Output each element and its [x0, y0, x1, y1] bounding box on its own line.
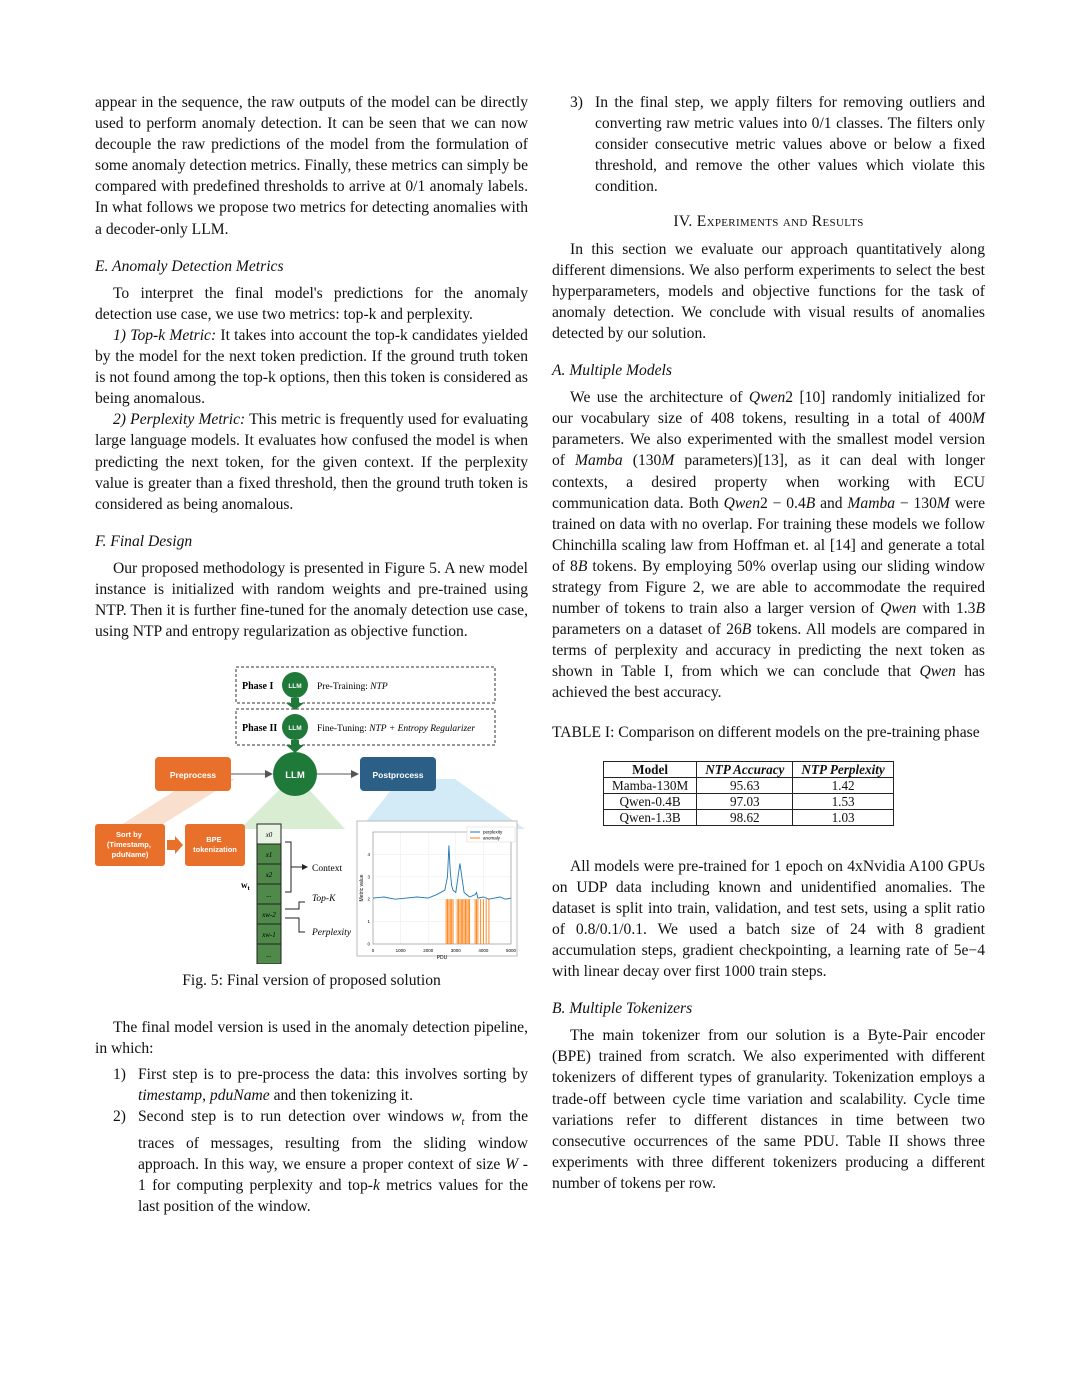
y-tick-label: 2 — [367, 896, 370, 902]
arrow-down-2 — [286, 745, 304, 753]
perplexity-label: Perplexity — [312, 928, 352, 939]
sort-to-bpe-arrow — [167, 836, 183, 854]
x-tick-label: 5000 — [505, 948, 517, 954]
pipeline-steps — [95, 1064, 528, 1218]
sort-by-line1: Sort by — [116, 830, 142, 840]
window-label: $w_t$ — [241, 880, 250, 893]
x-tick-label: 0 — [371, 948, 375, 954]
table-header-row — [604, 761, 894, 777]
pipeline-step-1: 1) First step is to pre-process the data: this involves sorting by timestamp, pduName and then tokenizing it. — [113, 1065, 528, 1104]
section-b-heading: B. Multiple Tokenizers — [552, 1000, 693, 1018]
table-header-model: Model — [604, 761, 697, 777]
token-label: ... — [266, 951, 272, 960]
llm-label: LLM — [285, 770, 305, 782]
token-label: x1 — [265, 851, 273, 860]
section-f-heading: F. Final Design — [95, 532, 193, 550]
section-a-paragraph-1: We use the architecture of Qwen2 [10] randomly initialized for our vocabulary size of 408 tokens, resulting in a total of 400M parameters. We also experimented with the smallest model version of Mamba (130M parameters)[13], as it can deal with longer contexts, a desired property when working with ECU communication data. Both Qwen2 − 0.4B and Mamba − 130M were trained on data with no overlap. For training these models we follow Chinchilla scaling law from Hoffman et. al [14] and generate a total of 8B tokens. By employing 50% overlap using our sliding window strategy from Figure 2, we are able to accommodate the required number of tokens to train also a larger version of Qwen with 1.3B parameters on a dataset of 26B tokens. All models are compared in terms of perplexity and accuracy in predicting the next token as shown in Table I, from which we can conclude that Qwen has achieved the best accuracy. — [552, 389, 985, 702]
section-iv-paragraph: In this section we evaluate our approach quantitatively along different dimensions. We also perform experiments to select the best hyperparameters, models and objective functions for the task of anomaly detection. We conclude with visual results of anomalies detected by our solution. — [552, 240, 985, 342]
pipeline-intro: The final model version is used in the anomaly detection pipeline, in which: — [95, 1019, 528, 1058]
bpe-line2: tokenization — [193, 845, 237, 855]
x-tick-label: 1000 — [395, 948, 406, 954]
pipeline-step-3: 3) In the final step, we apply filters for removing outliers and converting raw metric values into 0/1 classes. The filters only consider consecutive metric values above or below a fixed threshold, and remove the other values which violate this condition. — [570, 94, 985, 196]
y-axis-label: Metric value — [359, 874, 365, 902]
legend-anomaly-label: anomaly — [483, 835, 501, 841]
right-column — [552, 92, 985, 1194]
y-tick-label: 4 — [367, 852, 370, 858]
topk-label: Top-K — [312, 894, 336, 905]
table-header-accuracy: NTP Accuracy — [697, 761, 793, 777]
phase1-text-main: Pre-Training: — [317, 682, 371, 693]
topk-metric-paragraph — [95, 325, 528, 409]
section-b-paragraph: The main tokenizer from our solution is a Byte-Pair encoder (BPE) trained from scratch. We also experimented with different tokenizers of different types of granularity. Tokenization employs a trade-off between cycle time variation and scalability. Cycle time variations refer to different distances in time between two consecutive occurrences of the same PDU. Table II shows three experiments with three different tokenizers producing a different number of tokens per row. — [552, 1027, 985, 1192]
table-cell: Qwen-0.4B — [604, 793, 697, 809]
figure-5-diagram — [95, 664, 528, 964]
pipeline-step-3-list — [552, 92, 985, 197]
phase1-objective: NTP — [370, 682, 388, 693]
table-row — [604, 793, 894, 809]
table-1 — [603, 761, 894, 826]
x-axis-label: PDU — [436, 955, 448, 962]
perplexity-metric-paragraph — [95, 409, 528, 514]
token-label: xw-2 — [262, 911, 276, 920]
x-tick-label: 2000 — [423, 948, 434, 954]
section-iv-heading: IV. Experiments and Results — [673, 213, 864, 231]
phase1-text — [317, 682, 388, 692]
perplexity-metric-label: 2) Perplexity Metric: — [113, 411, 246, 429]
x-tick-label: 4000 — [478, 948, 489, 954]
x-tick-label: 3000 — [450, 948, 461, 954]
table-cell: 95.63 — [697, 777, 793, 793]
table-row — [604, 777, 894, 793]
phase1-label: Phase I — [242, 681, 274, 693]
token-label: x0 — [265, 831, 273, 840]
table-cell: Qwen-1.3B — [604, 809, 697, 825]
preprocess-label: Preprocess — [169, 770, 217, 781]
y-tick-label: 3 — [367, 874, 370, 880]
section-a-heading: A. Multiple Models — [552, 362, 672, 380]
section-f-paragraph: Our proposed methodology is presented in Figure 5. A new model instance is initialized with random weights and pre-trained using NTP. Then it is further fine-tuned for the anomaly detection use case, using NTP and entropy regularization as objective function. — [95, 559, 528, 641]
phase2-llm-label: LLM — [288, 725, 302, 733]
context-bracket — [285, 842, 291, 892]
token-label: xw-1 — [262, 931, 276, 940]
sort-by-line2: (Timestamp, — [106, 840, 151, 850]
topk-connector — [285, 902, 305, 909]
pipeline-step-2: 2) Second step is to run detection over windows $w_t$ from the traces of messages, resulting from the sliding window approach. In this way, we ensure a proper context of size W - 1 for computing perplexity and top-k metrics values for the last position of the window. — [113, 1107, 529, 1216]
legend-perplexity-label: perplexity — [483, 829, 503, 835]
table-header-perplexity: NTP Perplexity — [793, 761, 893, 777]
table-cell: 98.62 — [697, 809, 793, 825]
table-1-caption: TABLE I: Comparison on different models on the pre-training phase — [552, 723, 980, 741]
table-cell: 1.42 — [793, 777, 893, 793]
perplexity-metric-text: This metric is frequently used for evaluating large language models. It evaluates how confused the model is when predicting the next token, for the given context. If the perplexity value is greater than a fixed threshold, then the ground truth token is considered as being anomalous. — [95, 411, 529, 513]
table-row — [604, 809, 894, 825]
postprocess-label: Postprocess — [372, 770, 424, 781]
token-label: x2 — [265, 871, 273, 880]
figure-5 — [95, 664, 528, 964]
y-tick-label: 1 — [367, 919, 370, 925]
topk-metric-text: It takes into account the top-k candidates yielded by the model for the next token prediction. If the ground truth token is not found among the top-k options, then this token is considered as being anomalous. — [95, 326, 528, 408]
phase2-objective: NTP + Entropy Regularizer — [369, 724, 476, 735]
table-cell: 97.03 — [697, 793, 793, 809]
section-e-paragraph: To interpret the final model's predictions for the anomaly detection use case, we use two metrics: top-k and perplexity. — [95, 284, 528, 323]
topk-metric-label: 1) Top-k Metric: — [113, 326, 217, 344]
phase1-llm-label: LLM — [288, 683, 302, 691]
table-cell: 1.03 — [793, 809, 893, 825]
context-label: Context — [312, 864, 343, 875]
section-e-heading: E. Anomaly Detection Metrics — [95, 257, 284, 275]
intro-paragraph: appear in the sequence, the raw outputs of the model can be directly used to perform anomaly detection. It can be seen that we can now decouple the raw predictions of the model from the formulation of some anomaly detection metrics. Finally, these metrics can simply be compared with predefined thresholds to arrive at 0/1 anomaly labels. In what follows we propose two metrics for detecting anomalies with a decoder-only LLM. — [95, 94, 528, 238]
bpe-line1: BPE — [206, 835, 222, 845]
table-cell: Mamba-130M — [604, 777, 697, 793]
phase2-label: Phase II — [242, 723, 278, 735]
y-tick-label: 0 — [367, 941, 370, 947]
phase2-text — [317, 724, 475, 734]
section-a-paragraph-2: All models were pre-trained for 1 epoch on 4xNvidia A100 GPUs on UDP data including known and unidentified anomalies. The dataset is split into train, validation, and test sets, using a split ratio of 0.8/0.1/0.1. We used a batch size of 24 with 8 gradient accumulation steps, gradient checkpointing, a learning rate of 5e−4 with linear decay over first 1000 train steps. — [552, 857, 985, 981]
perplexity-connector — [285, 918, 305, 932]
token-label: ... — [266, 891, 272, 900]
sort-by-line3: pduName) — [111, 850, 149, 860]
phase2-text-main: Fine-Tuning: — [317, 724, 370, 735]
left-column — [95, 92, 528, 1217]
figure-5-caption: Fig. 5: Final version of proposed solution — [182, 972, 441, 990]
table-cell: 1.53 — [793, 793, 893, 809]
